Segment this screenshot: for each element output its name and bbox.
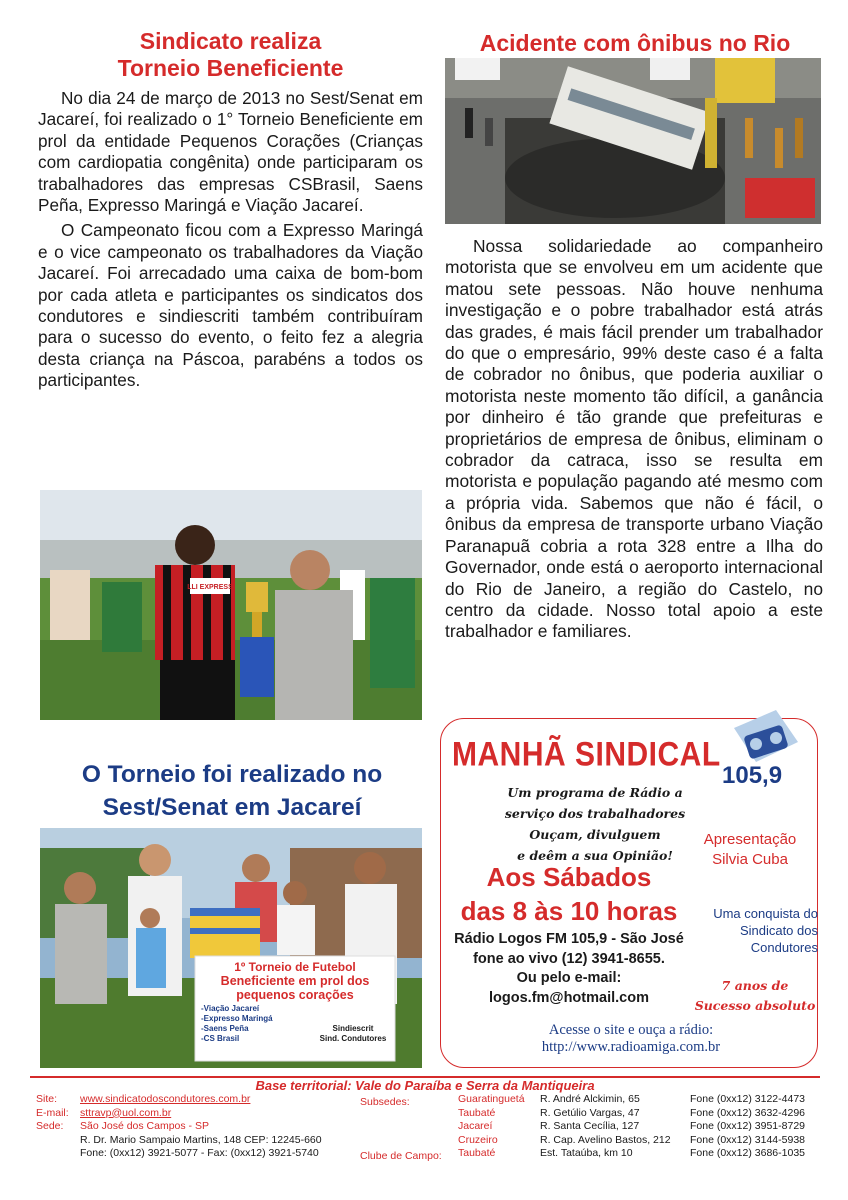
left-headline-line1: Sindicato realiza [139,28,322,54]
radio-tagline [460,782,730,866]
left-headline [38,28,423,82]
banner-item: -Saens Peña [201,1024,249,1033]
subsede-address: R. Cap. Avelino Bastos, 212 [540,1133,671,1146]
years-line1: 7 anos de [721,978,789,993]
radio-email-label: Ou pelo e-mail: [516,970,622,986]
clube-label: Clube de Campo: [360,1150,442,1162]
site-label: Acesse o site e ouça a rádio: [548,1022,714,1038]
right-headline: Acidente com ônibus no Rio [479,30,791,56]
radio-contact-info [452,930,686,1008]
subsede-phone: Fone (0xx12) 3951-8729 [690,1120,805,1132]
banner-line2: Beneficiente em prol dos [220,974,370,988]
radio-phone: fone ao vivo (12) 3941-8655. [473,950,665,967]
subsede-phone: Fone (0xx12) 3144-5938 [690,1133,805,1146]
footer-values [80,1093,322,1161]
sede-city: São José dos Campos - SP [80,1120,209,1132]
banner-orgs [315,1024,391,1044]
left-caption [30,758,434,824]
subsede-city: Taubaté [458,1147,496,1159]
banner-item: -CS Brasil [201,1034,240,1043]
radio-conquest [692,905,818,956]
subsede-city: Cruzeiro [458,1133,498,1146]
radio-icon [726,706,802,766]
footer-labels [36,1093,69,1134]
sede-phone: Fone: (0xx12) 3921-5077 - Fax: (0xx12) 3921-5740 [80,1147,319,1159]
years-line2: Sucesso absoluto [694,998,816,1013]
torneio-banner [195,956,395,1061]
subsede-phone: Fone (0xx12) 3632-4296 [690,1106,805,1119]
sede-address: R. Dr. Mario Sampaio Martins, 148 CEP: 12245-660 [80,1133,322,1146]
radio-presenter [700,830,800,870]
subsedes-label: Subsedes: [360,1096,410,1108]
subsede-city: Guaratinguetá [458,1093,525,1105]
left-paragraph-2: O Campeonato ficou com a Expresso Maringá e o vice campeonato os trabalhadores da Viação Jacareí. Foi arrecadado uma caixa de bom-bom por cada atleta e participantes os sindicatos dos condutores e sindiescriti também contribuíram para o sucesso do evento, o feito fez a alegria desta criança na Páscoa, parabéns a todos os participantes. [38,220,423,391]
banner-items [201,1004,273,1044]
tagline-line: e deêm a sua Opinião! [517,848,673,863]
subsede-city: Jacareí [458,1120,493,1132]
subsede-cities [458,1093,525,1161]
trophy-photo [40,490,422,720]
presenter-name: Silvia Cuba [712,851,788,868]
subsede-phone: Fone (0xx12) 3686-1035 [690,1147,805,1159]
banner-item: -Viação Jacareí [201,1004,260,1013]
right-paragraph: Nossa solidariedade ao companheiro motorista que se envolveu em um acidente que matou sete pessoas. Não houve nenhuma investigação e o pobre trabalhador está atrás das grades, é mais fácil prender um trabalhador do que o empresário, 99% deste caso é a falta de cobrador no ônibus, que poderia auxiliar o motorista neste momento tão difícil, a ganância por dinheiro é tão grande que prefeituras e proprietários de empresa de ônibus, eliminam o cobrador da catraca, isso se resulta em motorista e população pagando até mesmo com a própria vida. Sabemos que não é fácil, o ônibus da empresa de transporte urbano Viação Paranapuã cobria a rota 328 entre a Ilha do Governador, onde está o aeroporto internacional do Rio de Janeiro, a região do Castelo, no centro da cidade. Nosso total apoio a este trabalhador e familiares. [445,236,823,642]
subsede-phone: Fone (0xx12) 3122-4473 [690,1093,805,1105]
conquest-line: Condutores [750,940,818,955]
banner-line1: 1º Torneio de Futebol [234,960,356,974]
subsede-address: R. Santa Cecília, 127 [540,1120,640,1132]
radio-title: MANHÃ SINDICAL [452,735,721,774]
email-link[interactable]: sttravp@uol.com.br [80,1106,172,1119]
conquest-line: Uma conquista do [713,906,818,921]
banner-item: -Expresso Maringá [201,1014,273,1023]
radio-site [456,1022,806,1056]
banner-line3: pequenos corações [236,988,354,1002]
site-link[interactable]: http://www.radioamiga.com.br [541,1039,721,1055]
site-link[interactable]: www.sindicatodoscondutores.com.br [80,1093,251,1105]
schedule-time: das 8 às 10 horas [460,896,678,926]
banner-org-2: Sind. Condutores [319,1034,387,1043]
banner-photo [40,828,422,1068]
left-caption-line2: Sest/Senat em Jacareí [102,794,362,821]
accident-photo [445,58,821,224]
radio-frequency: 105,9 [722,762,783,789]
sede-label: Sede: [36,1120,64,1132]
radio-schedule [454,860,684,928]
left-headline-line2: Torneio Beneficiente [117,55,344,81]
radio-station: Rádio Logos FM 105,9 - São José [454,931,684,947]
banner-org-1: Sindiescrit [332,1024,374,1033]
tagline-line: serviço dos trabalhadores [504,806,686,821]
footer-title: Base territorial: Vale do Paraíba e Serra da Mantiqueira [255,1078,595,1093]
radio-email[interactable]: logos.fm@hotmail.com [489,989,649,1006]
site-label: Site: [36,1093,58,1105]
radio-years [690,976,820,1016]
subsede-phones [690,1093,805,1161]
left-caption-line1: O Torneio foi realizado no [81,761,383,788]
subsede-city: Taubaté [458,1106,496,1119]
left-paragraph-1: No dia 24 de março de 2013 no Sest/Senat em Jacareí, foi realizado o 1° Torneio Beneficiente em prol da entidade Pequenos Corações (Crianças com cardiopatia congênita) onde participaram os trabalhadores das empresas CSBrasil, Saens Peña, Expresso Maringá e Viação Jacareí. [38,88,423,216]
presenter-label: Apresentação [703,831,797,848]
tagline-line: Ouçam, divulguem [529,827,661,842]
jersey-text: LLI EXPRESS [187,584,233,591]
subsede-address: Est. Tataúba, km 10 [540,1147,633,1159]
subsede-address: R. André Alckimin, 65 [540,1093,640,1105]
tagline-line: Um programa de Rádio a [507,785,683,800]
subsede-addresses [540,1093,671,1161]
subsede-address: R. Getúlio Vargas, 47 [540,1106,640,1119]
left-article [38,28,423,392]
email-label: E-mail: [36,1106,69,1119]
schedule-day: Aos Sábados [486,862,652,892]
conquest-line: Sindicato dos [739,923,818,938]
